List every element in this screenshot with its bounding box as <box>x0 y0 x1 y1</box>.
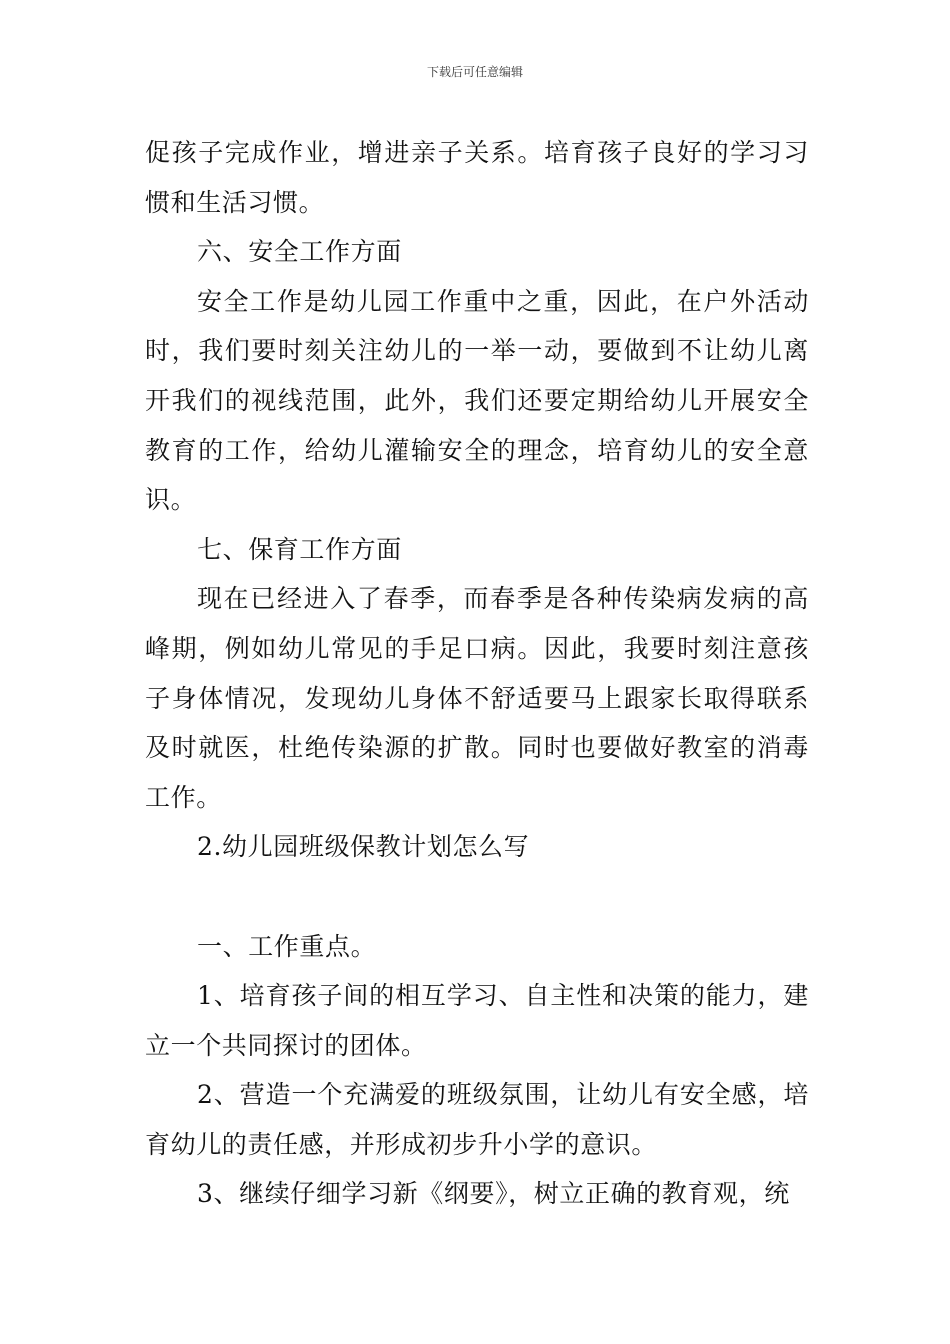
page-header-note: 下载后可任意编辑 <box>426 65 523 79</box>
heading-work-focus: 一、工作重点。 <box>197 931 377 961</box>
list-item-1: 1、培育孩子间的相互学习、自主性和决策的能力，建立一个共同探讨的团体。 <box>145 981 809 1060</box>
paragraph-safety: 安全工作是幼儿园工作重中之重，因此，在户外活动时，我们要时刻关注幼儿的一举一动，要做到不让幼儿离开我们的视线范围，此外，我们还要定期给幼儿开展安全教育的工作，给幼儿灌输安全的理念，培育幼儿的安全意识。 <box>145 286 809 515</box>
section-title-plan: 2.幼儿园班级保教计划怎么写 <box>197 832 530 862</box>
blank-line <box>145 872 809 922</box>
list-item-3: 3、继续仔细学习新《纲要》，树立正确的教育观，统 <box>197 1179 790 1209</box>
document-body <box>145 128 809 1219</box>
paragraph-continuation: 促孩子完成作业，增进亲子关系。培育孩子良好的学习习惯和生活习惯。 <box>145 138 809 217</box>
list-item-2: 2、营造一个充满爱的班级氛围，让幼儿有安全感，培育幼儿的责任感，并形成初步升小学的意识。 <box>145 1080 809 1159</box>
paragraph-care: 现在已经进入了春季，而春季是各种传染病发病的高峰期，例如幼儿常见的手足口病。因此，我要时刻注意孩子身体情况，发现幼儿身体不舒适要马上跟家长取得联系及时就医，杜绝传染源的扩散。同时也要做好教室的消毒工作。 <box>145 584 809 812</box>
section-heading-care: 七、保育工作方面 <box>197 534 402 564</box>
section-heading-safety: 六、安全工作方面 <box>197 237 402 267</box>
